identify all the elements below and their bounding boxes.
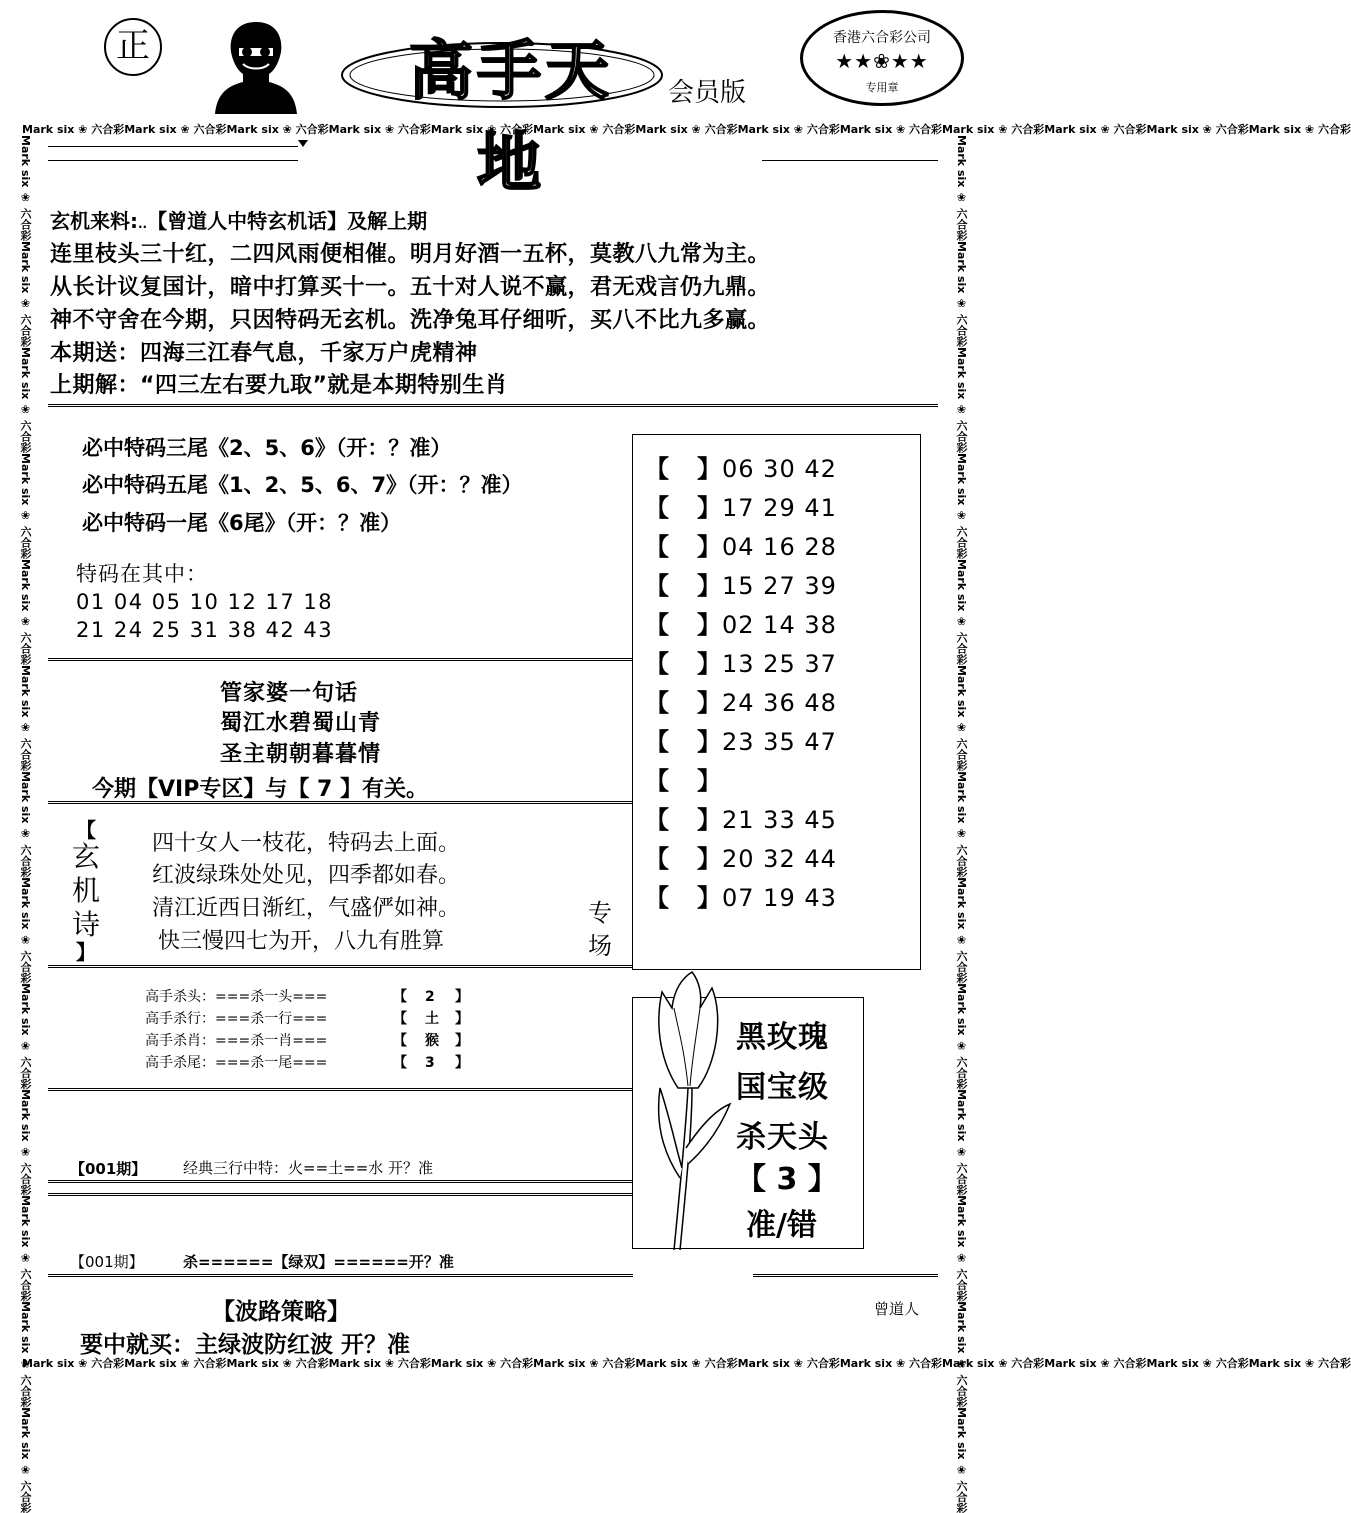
border-left: Mark six ❀ 六合彩Mark six ❀ 六合彩Mark six ❀ 六合彩Mark six ❀ 六合彩Mark six ❀ 六合彩Mark six ❀ 六合彩Mark six ❀ 六合彩Mark six ❀ 六合彩Mark six ❀ 六合彩Mark six ❀ 六合彩Mark six ❀ 六合彩Mark six ❀ 六合彩Mark six ❀ 六合彩 [19, 135, 32, 1513]
left-bracket: 【 [645, 884, 669, 912]
right-bracket: 】 [697, 533, 721, 561]
rule [762, 160, 938, 161]
special-label-1: 专 [588, 899, 612, 927]
tail-three: 必中特码三尾《2、5、6》（开：？准） [82, 436, 452, 460]
kill-bracket-close: 】 [455, 989, 469, 1005]
right-bracket: 】 [697, 767, 721, 795]
source-label: 玄机来料: [50, 209, 138, 233]
numbers-row-1: 01 04 05 10 12 17 18 [76, 590, 334, 614]
stamp-top-text: 香港六合彩公司 [833, 30, 931, 46]
left-bracket: 【 [645, 767, 669, 795]
divider [48, 1088, 633, 1091]
number-set: 24 36 48 [722, 689, 837, 717]
number-set: 23 35 47 [722, 728, 837, 756]
kill-label: 高手杀行：===杀一行=== [145, 1011, 328, 1027]
kill-value: 2 [425, 989, 435, 1005]
kill-bracket-open: 【 [393, 1033, 407, 1049]
housekeeper-line-2: 蜀江水碧蜀山青 [220, 711, 382, 736]
left-bracket: 【 [645, 689, 669, 717]
tail-five: 必中特码五尾《1、2、5、6、7》（开：？准） [82, 473, 523, 497]
source-title: 【曾道人中特玄机话】及解上期 [147, 209, 428, 233]
right-bracket: 】 [697, 806, 721, 834]
zheng-badge: 正 [104, 18, 162, 76]
housekeeper-line-3: 圣主朝朝暮暮情 [220, 742, 382, 767]
number-set: 13 25 37 [722, 650, 837, 678]
rose-line-2: 国宝级 [736, 1070, 829, 1105]
number-set: 17 29 41 [722, 494, 837, 522]
period1-text: 经典三行中特：火==土==水 开？准 [183, 1159, 434, 1177]
left-bracket: 【 [645, 455, 669, 483]
left-bracket: 【 [645, 845, 669, 873]
vip-line: 今期【VIP专区】与【 7 】有关。 [92, 777, 428, 802]
number-set: 06 30 42 [722, 455, 837, 483]
master-kill-row [145, 1053, 469, 1073]
period2-text: 杀======【绿双】======开？准 [183, 1253, 454, 1271]
kill-bracket-close: 】 [455, 1011, 469, 1027]
mystery-line-3: 神不守舍在今期，只因特码无玄机。洗净兔耳仔细听，买八不比九多赢。 [50, 308, 771, 333]
kill-bracket-close: 】 [455, 1033, 469, 1049]
poem-label-3: 诗 [71, 908, 100, 941]
right-bracket: 】 [697, 845, 721, 873]
main-title: 高手天地 [409, 34, 613, 201]
divider [48, 658, 633, 661]
company-stamp [800, 10, 964, 106]
number-set: 04 16 28 [722, 533, 837, 561]
number-set: 20 32 44 [722, 845, 837, 873]
numbers-label: 特码在其中： [76, 562, 208, 586]
master-kill-row [145, 1031, 469, 1051]
wave-title: 【波路策略】 [212, 1299, 350, 1325]
kill-value: 3 [425, 1055, 435, 1071]
right-bracket: 】 [697, 650, 721, 678]
rose-value: 【 3 】 [736, 1162, 838, 1197]
subtitle: 会员版 [668, 78, 747, 108]
rule [48, 146, 298, 147]
prev-line: 上期解：“四三左右要九取”就是本期特别生肖 [50, 373, 508, 398]
divider [48, 1274, 633, 1277]
left-bracket: 【 [645, 533, 669, 561]
send-line: 本期送：四海三江春气息，千家万户虎精神 [50, 341, 478, 366]
stamp-bottom-text: 专用章 [865, 81, 899, 94]
number-set: 21 33 45 [722, 806, 837, 834]
poem-side-label [68, 820, 104, 962]
poem-label-open: 【 [76, 818, 96, 842]
portrait-image [213, 18, 299, 114]
right-bracket: 】 [697, 611, 721, 639]
mystery-source [50, 205, 427, 234]
kill-label: 高手杀头：===杀一头=== [145, 989, 328, 1005]
left-bracket: 【 [645, 728, 669, 756]
right-bracket: 】 [697, 455, 721, 483]
left-bracket: 【 [645, 611, 669, 639]
kill-value: 猴 [425, 1033, 439, 1049]
right-bracket: 】 [697, 884, 721, 912]
period1-label: 【001期】 [70, 1160, 147, 1178]
kill-label: 高手杀尾：===杀一尾=== [145, 1055, 328, 1071]
kill-value: 土 [425, 1011, 439, 1027]
left-bracket: 【 [645, 650, 669, 678]
mystery-line-2: 从长计议复国计，暗中打算买十一。五十对人说不赢，君无戏言仍九鼎。 [50, 275, 771, 300]
kill-bracket-close: 】 [455, 1055, 469, 1071]
border-right: Mark six ❀ 六合彩Mark six ❀ 六合彩Mark six ❀ 六合彩Mark six ❀ 六合彩Mark six ❀ 六合彩Mark six ❀ 六合彩Mark six ❀ 六合彩Mark six ❀ 六合彩Mark six ❀ 六合彩Mark six ❀ 六合彩Mark six ❀ 六合彩Mark six ❀ 六合彩Mark six ❀ 六合彩 [955, 135, 968, 1513]
divider [48, 965, 633, 968]
mystery-line-1: 连里枝头三十红，二四风雨便相催。明月好酒一五杯，莫教八九常为主。 [50, 242, 771, 267]
tulip-illustration [640, 968, 740, 1253]
rose-line-3: 杀天头 [736, 1120, 829, 1155]
poem-label-close: 】 [76, 940, 96, 964]
rose-result: 准/错 [746, 1208, 817, 1243]
number-set: 02 14 38 [722, 611, 837, 639]
poem-line-1: 四十女人一枝花，特码去上面。 [152, 831, 461, 856]
divider [48, 1180, 633, 1183]
divider [48, 404, 938, 407]
poem-line-2: 红波绿珠处处见，四季都如春。 [152, 863, 461, 888]
border-top: Mark six ❀ 六合彩Mark six ❀ 六合彩Mark six ❀ 六合彩Mark six ❀ 六合彩Mark six ❀ 六合彩Mark six ❀ 六合彩Mark six ❀ 六合彩Mark six ❀ 六合彩Mark six ❀ 六合彩Mark six ❀ 六合彩Mark six ❀ 六合彩Mark six ❀ 六合彩Mark six ❀ 六合彩 [22, 123, 1351, 136]
number-set: 07 19 43 [722, 884, 837, 912]
right-bracket: 】 [697, 494, 721, 522]
poem-line-4: 快三慢四七为开，八九有胜算 [158, 929, 445, 954]
kill-label: 高手杀肖：===杀一肖=== [145, 1033, 328, 1049]
stamp-stars: ★★❀★★ [835, 49, 929, 73]
tail-one: 必中特码一尾《6尾》（开：？准） [82, 511, 402, 535]
number-set: 15 27 39 [722, 572, 837, 600]
left-bracket: 【 [645, 806, 669, 834]
left-bracket: 【 [645, 494, 669, 522]
kill-bracket-open: 【 [393, 989, 407, 1005]
numbers-row-2: 21 24 25 31 38 42 43 [76, 618, 334, 642]
left-bracket: 【 [645, 572, 669, 600]
special-label-2: 场 [588, 932, 612, 960]
poem-label-1: 玄 [71, 840, 100, 873]
signature: 曾道人 [874, 1300, 920, 1318]
poem-line-3: 清江近西日渐红，气盛俨如神。 [152, 896, 461, 921]
divider [48, 801, 633, 804]
divider [753, 1274, 938, 1277]
right-bracket: 】 [697, 689, 721, 717]
period2-label: 【001期】 [70, 1253, 144, 1271]
right-bracket: 】 [697, 572, 721, 600]
master-kill-row [145, 1009, 469, 1029]
wave-text: 要中就买：主绿波防红波 开？准 [80, 1332, 411, 1358]
rule [48, 160, 298, 161]
rule-marker [298, 140, 308, 147]
rose-line-1: 黑玫瑰 [736, 1020, 829, 1055]
right-bracket: 】 [697, 728, 721, 756]
kill-bracket-open: 【 [393, 1055, 407, 1071]
kill-bracket-open: 【 [393, 1011, 407, 1027]
housekeeper-title: 管家婆一句话 [220, 681, 359, 706]
divider [48, 1193, 633, 1196]
master-kill-row [145, 987, 469, 1007]
border-bottom: Mark six ❀ 六合彩Mark six ❀ 六合彩Mark six ❀ 六合彩Mark six ❀ 六合彩Mark six ❀ 六合彩Mark six ❀ 六合彩Mark six ❀ 六合彩Mark six ❀ 六合彩Mark six ❀ 六合彩Mark six ❀ 六合彩Mark six ❀ 六合彩Mark six ❀ 六合彩Mark six ❀ 六合彩 [22, 1357, 1351, 1370]
source-dots: .. [138, 217, 148, 231]
poem-label-2: 机 [71, 874, 100, 907]
